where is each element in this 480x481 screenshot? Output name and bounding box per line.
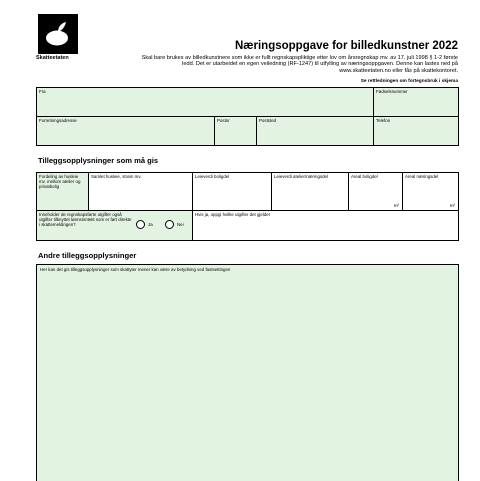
guide-reference: Se rettledningen om fortegnsbruk i skjema	[360, 79, 458, 84]
forretningsadresse-field[interactable]	[37, 117, 215, 145]
leieverdi-bolig-label: Leieverdi boligdel	[195, 174, 230, 179]
nei-radio[interactable]	[165, 220, 174, 229]
hvis-ja-label: Hvis ja, oppgi hvilke utgifter det gjelder	[195, 212, 271, 217]
andre-panel[interactable]	[36, 264, 459, 481]
areal-naering-unit: m²	[449, 202, 455, 208]
areal-naering-field[interactable]	[403, 173, 458, 211]
ja-label: Ja	[148, 222, 153, 227]
areal-bolig-label: Areal boligdel	[351, 174, 378, 179]
samlet-husleie-label: Samlet husleie, strøm mv.	[91, 174, 142, 179]
utgifter-question	[37, 211, 193, 240]
intro-text: Skal bare brukes av billedkunstnere som ikke er fullt regnskapspliktige etter lov om årsregnskap mv. av 17. juli 1998 § 1-2 første ledd. Det er utarbeidet en egen veiledning (RF-1247) til utfylling av næringsoppgaven. Denne kan lastes ned på www.skatteetaten.no eller fås på skattekontoret.	[141, 55, 458, 74]
tillegg-title: Tilleggsopplysninger som må gis	[38, 156, 159, 165]
logo-icon	[38, 14, 78, 54]
leieverdi-atelier-label: Leieverdi atelier/næringsdel	[274, 174, 328, 179]
areal-bolig-unit: m²	[393, 202, 399, 208]
leieverdi-bolig-field[interactable]	[193, 173, 272, 211]
areal-naering-label: Areal næringsdel	[405, 174, 439, 179]
utgifter-question-text: Inneholder de regnskapsførte utgifter også utgifter tilknyttet lønnsinntekt som er ført direkte i skattemeldingen?	[39, 212, 132, 228]
tillegg-panel	[36, 172, 459, 241]
identity-panel	[36, 87, 459, 146]
postnr-label: Postnr	[217, 118, 230, 123]
forretningsadresse-label: Forretningsadresse	[39, 118, 77, 123]
poststed-field[interactable]	[257, 117, 374, 145]
telefon-label: Telefon	[376, 118, 391, 123]
leieverdi-atelier-field[interactable]	[272, 173, 349, 211]
poststed-label: Poststed	[259, 118, 277, 123]
andre-hint: Her kan det gis tilleggsopplysninger som skattyter mener kan være av betydning ved fastsettingen	[40, 267, 231, 272]
areal-bolig-field[interactable]	[349, 173, 403, 211]
form-title: Næringsoppgave for billedkunstner 2022	[234, 40, 458, 52]
fodselsnummer-field[interactable]	[374, 88, 458, 117]
fordeling-label: Fordeling av husleie mv. mellom atelier og privatbolig	[37, 173, 89, 211]
postnr-field[interactable]	[215, 117, 257, 145]
logo-text: Skatteetaten	[36, 55, 69, 61]
telefon-field[interactable]	[374, 117, 458, 145]
ja-radio[interactable]	[136, 220, 145, 229]
hvis-ja-field[interactable]	[193, 211, 458, 240]
skatteetaten-logo	[38, 14, 78, 54]
fra-label: Fra	[39, 89, 46, 94]
andre-title: Andre tilleggsopplysninger	[38, 251, 137, 260]
fra-field[interactable]	[37, 88, 374, 117]
fodselsnummer-label: Fødselsnummer	[376, 89, 408, 94]
nei-label: Nei	[177, 222, 184, 227]
samlet-husleie-field[interactable]	[89, 173, 193, 211]
